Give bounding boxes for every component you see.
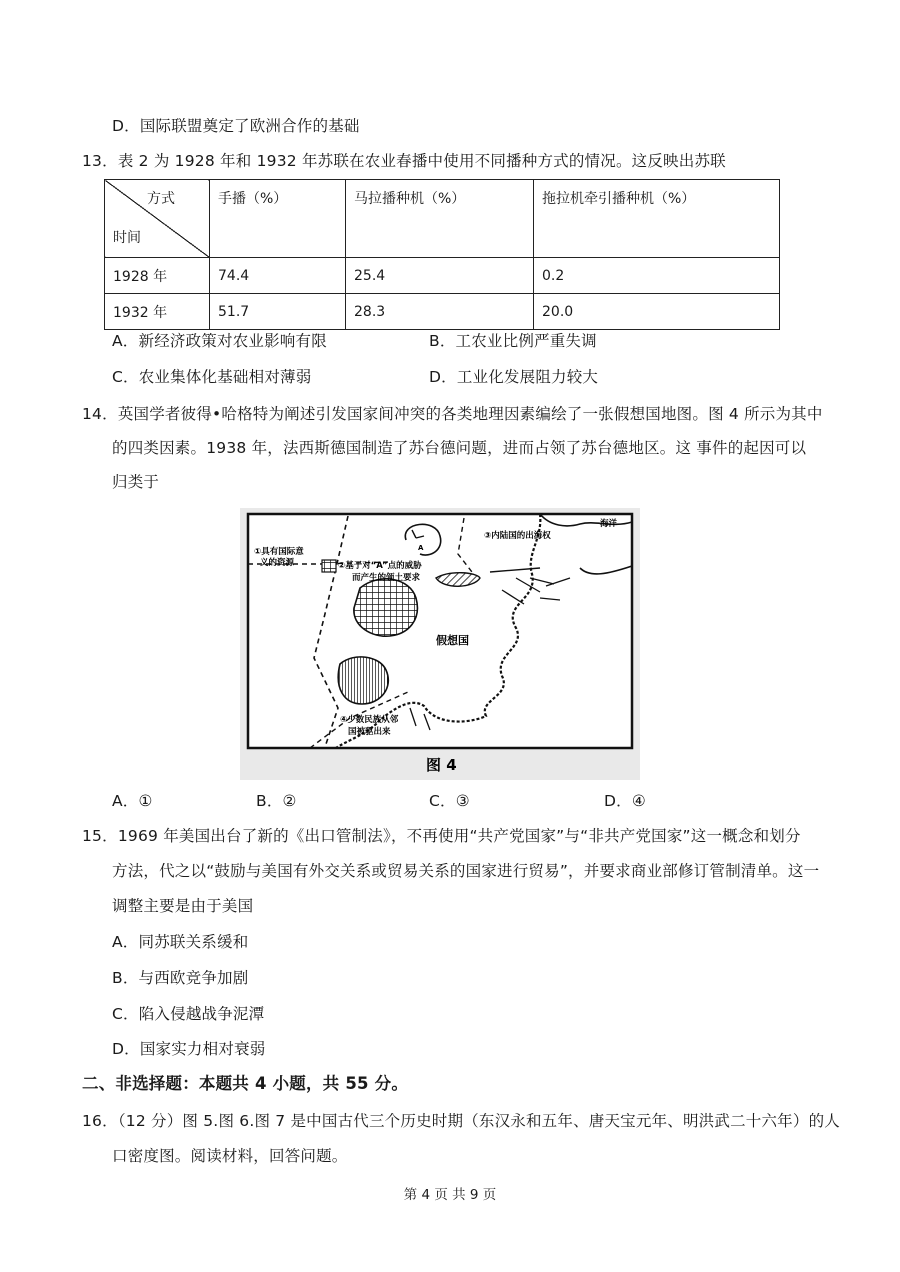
header-tractor-seeder: 拖拉机牵引播种机（%）: [534, 180, 780, 258]
q16-stem-line2: 口密度图。阅读材料，回答问题。: [112, 1147, 348, 1165]
q12-option-d: D．国际联盟奠定了欧洲合作的基础: [112, 117, 360, 135]
q15-stem-line3: 调整主要是由于美国: [112, 897, 254, 915]
figure-caption: 图 4: [426, 756, 457, 774]
header-horse-seeder: 马拉播种机（%）: [346, 180, 534, 258]
q15-stem-line2: 方法，代之以“鼓励与美国有外交关系或贸易关系的国家进行贸易”，并要求商业部修订管制清单。这一: [112, 862, 820, 880]
map-label-country: 假想国: [436, 634, 469, 647]
cell-value: 20.0: [534, 294, 780, 330]
table-row: [105, 294, 780, 330]
section-2-heading: 二、非选择题：本题共 4 小题，共 55 分。: [82, 1074, 409, 1093]
map-label-point-a: A: [418, 544, 424, 552]
map-label-sea: 海洋: [600, 519, 618, 529]
map-label-3: ③内陆国的出海权: [484, 531, 551, 541]
q13-option-a: A．新经济政策对农业影响有限: [112, 332, 327, 350]
header-hand-sowing: 手播（%）: [210, 180, 346, 258]
q13-option-c: C．农业集体化基础相对薄弱: [112, 368, 312, 386]
map-label-4: ④少数民族从邻: [340, 715, 399, 725]
cell-value: 74.4: [210, 258, 346, 294]
map-label-1b: 义的资源: [260, 558, 295, 568]
table-2: [104, 179, 780, 330]
map-label-1: ①具有国际意: [254, 547, 304, 557]
q15-option-c: C．陷入侵越战争泥潭: [112, 1005, 265, 1023]
corner-label-method: 方式: [147, 191, 175, 207]
page-footer: 第 4 页 共 9 页: [403, 1187, 497, 1203]
row-year: 1932 年: [105, 294, 210, 330]
corner-label-time: 时间: [113, 230, 141, 246]
map-label-2: ②基于对“A”点的威胁: [338, 561, 422, 571]
q15-option-a: A．同苏联关系缓和: [112, 933, 249, 951]
table-corner-cell: [105, 180, 210, 258]
q16-stem-line1: 16．（12 分）图 5.图 6.图 7 是中国古代三个历史时期（东汉永和五年、唐天宝元年、明洪武二十六年）的人: [82, 1112, 840, 1130]
row-year: 1928 年: [105, 258, 210, 294]
cell-value: 51.7: [210, 294, 346, 330]
q14-option-b: B．②: [256, 792, 297, 810]
q13-option-b: B．工农业比例严重失调: [429, 332, 597, 350]
q14-stem-line2: 的四类因素。1938 年，法西斯德国制造了苏台德问题，进而占领了苏台德地区。这 事件的起因可以: [112, 439, 807, 457]
q14-option-a: A．①: [112, 792, 153, 810]
cell-value: 25.4: [346, 258, 534, 294]
map-label-4b: 国被驱出来: [348, 727, 391, 737]
q15-option-d: D．国家实力相对衰弱: [112, 1040, 266, 1058]
map-label-2b: 而产生的领土要求: [352, 573, 421, 583]
q15-option-b: B．与西欧竞争加剧: [112, 969, 249, 987]
q14-option-d: D．④: [604, 792, 646, 810]
q13-stem: 13．表 2 为 1928 年和 1932 年苏联在农业春播中使用不同播种方式的情况。这反映出苏联: [82, 152, 726, 170]
table-row: [105, 258, 780, 294]
q13-option-d: D．工业化发展阻力较大: [429, 368, 599, 386]
figure-4-map: [240, 508, 640, 780]
q14-stem-line3: 归类于: [112, 473, 160, 491]
cell-value: 28.3: [346, 294, 534, 330]
q15-stem-line1: 15．1969 年美国出台了新的《出口管制法》，不再使用“共产党国家”与“非共产党国家”这一概念和划分: [82, 827, 801, 845]
q14-option-c: C．③: [429, 792, 470, 810]
cell-value: 0.2: [534, 258, 780, 294]
q14-stem-line1: 14．英国学者彼得•哈格特为阐述引发国家间冲突的各类地理因素编绘了一张假想国地图。图 4 所示为其中: [82, 405, 823, 423]
